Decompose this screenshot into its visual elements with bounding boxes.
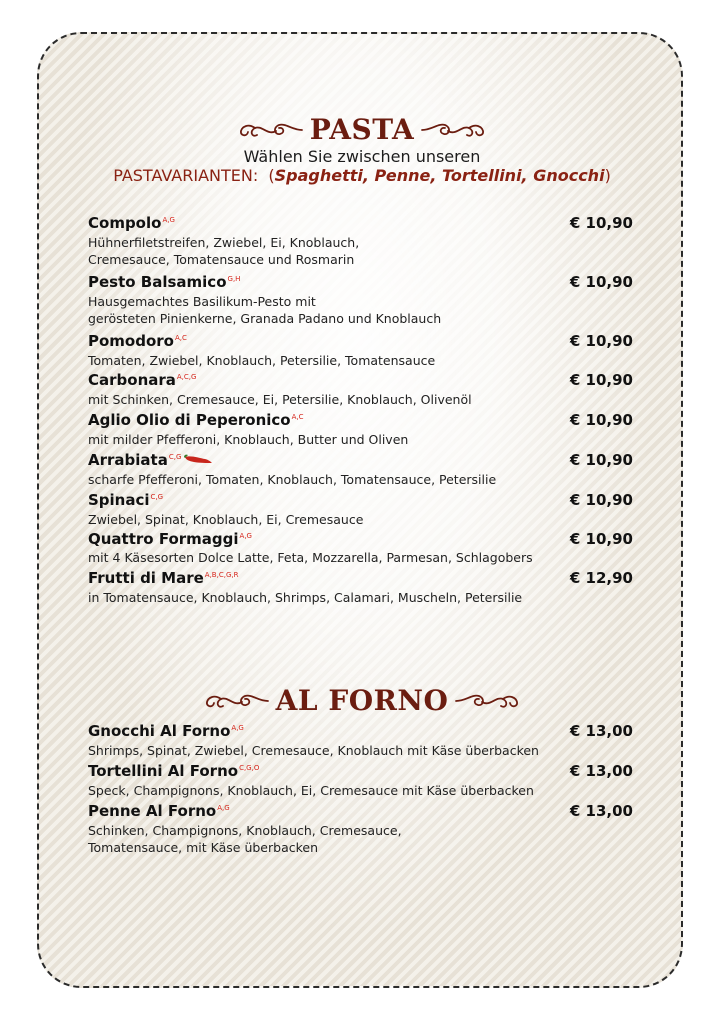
pasta-title: PASTA [309, 113, 415, 146]
allergen-codes: A,C [174, 334, 187, 342]
flourish-right-icon [420, 119, 486, 141]
menu-item-name: Pesto Balsamico$^{G,H}$ [88, 273, 241, 291]
allergen-codes: A,B,C,G,R [204, 571, 239, 579]
menu-item-description: Hühnerfiletstreifen, Zwiebel, Ei, Knoblauch, Cremesauce, Tomatensauce und Rosmarin [88, 235, 360, 267]
menu-item-description: Hausgemachtes Basilikum-Pesto mit gerösteten Pinienkerne, Granada Padano und Knoblauch [88, 294, 442, 326]
menu-item-description: mit Schinken, Cremesauce, Ei, Petersilie, Knoblauch, Olivenöl [88, 392, 472, 407]
menu-item-price: € 10,90 [569, 411, 633, 429]
menu-item-price: € 13,00 [569, 802, 633, 820]
pasta-heading [39, 113, 683, 146]
menu-item-name: Pomodoro$^{A,C}$ [88, 332, 187, 350]
menu-item-price: € 13,00 [569, 762, 633, 780]
menu-item-description: Shrimps, Spinat, Zwiebel, Cremesauce, Knoblauch mit Käse überbacken [88, 743, 539, 758]
menu-item-description: mit 4 Käsesorten Dolce Latte, Feta, Mozzarella, Parmesan, Schlagobers [88, 550, 533, 565]
variants-list: Spaghetti, Penne, Tortellini, Gnocchi [274, 166, 605, 185]
alforno-title: AL FORNO [275, 684, 449, 717]
menu-item-name: Frutti di Mare$^{A,B,C,G,R}$ [88, 569, 239, 587]
allergen-codes: C,G [168, 453, 182, 461]
variants-label: PASTAVARIANTEN: [113, 166, 259, 185]
allergen-codes: A,C,G [176, 373, 197, 381]
variants-close: ) [604, 166, 611, 185]
allergen-codes: A,G [231, 724, 244, 732]
menu-item-price: € 10,90 [569, 371, 633, 389]
menu-item-name: Penne Al Forno$^{A,G}$ [88, 802, 230, 820]
menu-item-name: Gnocchi Al Forno$^{A,G}$ [88, 722, 244, 740]
flourish-left-icon [204, 690, 270, 712]
allergen-codes: A,G [162, 216, 175, 224]
menu-item-description: mit milder Pfefferoni, Knoblauch, Butter und Oliven [88, 432, 409, 447]
menu-item-price: € 10,90 [569, 214, 633, 232]
menu-item-price: € 10,90 [569, 491, 633, 509]
menu-item-name: Carbonara$^{A,C,G}$ [88, 371, 197, 389]
allergen-codes: G,H [227, 275, 241, 283]
flourish-right-icon [454, 690, 520, 712]
allergen-codes: C,G [150, 493, 164, 501]
menu-item-name: Aglio Olio di Peperonico$^{A,C}$ [88, 411, 304, 429]
allergen-codes: A,C [291, 413, 304, 421]
menu-item-price: € 10,90 [569, 530, 633, 548]
allergen-codes: C,G,O [239, 764, 260, 772]
pasta-subtitle: Wählen Sie zwischen unseren [243, 147, 481, 166]
menu-item-description: Tomaten, Zwiebel, Knoblauch, Petersilie, Tomatensauce [88, 353, 436, 368]
menu-card [37, 32, 683, 988]
menu-item-name: Quattro Formaggi$^{A,G}$ [88, 530, 252, 548]
menu-item-description: Speck, Champignons, Knoblauch, Ei, Cremesauce mit Käse überbacken [88, 783, 534, 798]
menu-item-description: in Tomatensauce, Knoblauch, Shrimps, Calamari, Muscheln, Petersilie [88, 590, 523, 605]
menu-item-price: € 10,90 [569, 273, 633, 291]
menu-item-description: Schinken, Champignons, Knoblauch, Cremesauce, Tomatensauce, mit Käse überbacken [88, 823, 402, 855]
menu-item-description: Zwiebel, Spinat, Knoblauch, Ei, Cremesauce [88, 512, 364, 527]
menu-item-price: € 12,90 [569, 569, 633, 587]
menu-item-name: Tortellini Al Forno$^{C,G,O}$ [88, 762, 260, 780]
chili-pepper-icon [183, 451, 213, 469]
menu-item-price: € 10,90 [569, 332, 633, 350]
menu-item-price: € 10,90 [569, 451, 633, 469]
menu-item-price: € 13,00 [569, 722, 633, 740]
flourish-left-icon [238, 119, 304, 141]
menu-item-name: Compolo$^{A,G}$ [88, 214, 175, 232]
allergen-codes: A,G [239, 532, 252, 540]
menu-item-description: scharfe Pfefferoni, Tomaten, Knoblauch, Tomatensauce, Petersilie [88, 472, 497, 487]
menu-item-name: Spinaci$^{C,G}$ [88, 491, 164, 509]
variants-open: ( [268, 166, 275, 185]
pasta-variants [39, 166, 683, 185]
allergen-codes: A,G [217, 804, 230, 812]
menu-item-name: Arrabiata$^{C,G}$ [88, 451, 213, 470]
alforno-heading [39, 684, 683, 717]
